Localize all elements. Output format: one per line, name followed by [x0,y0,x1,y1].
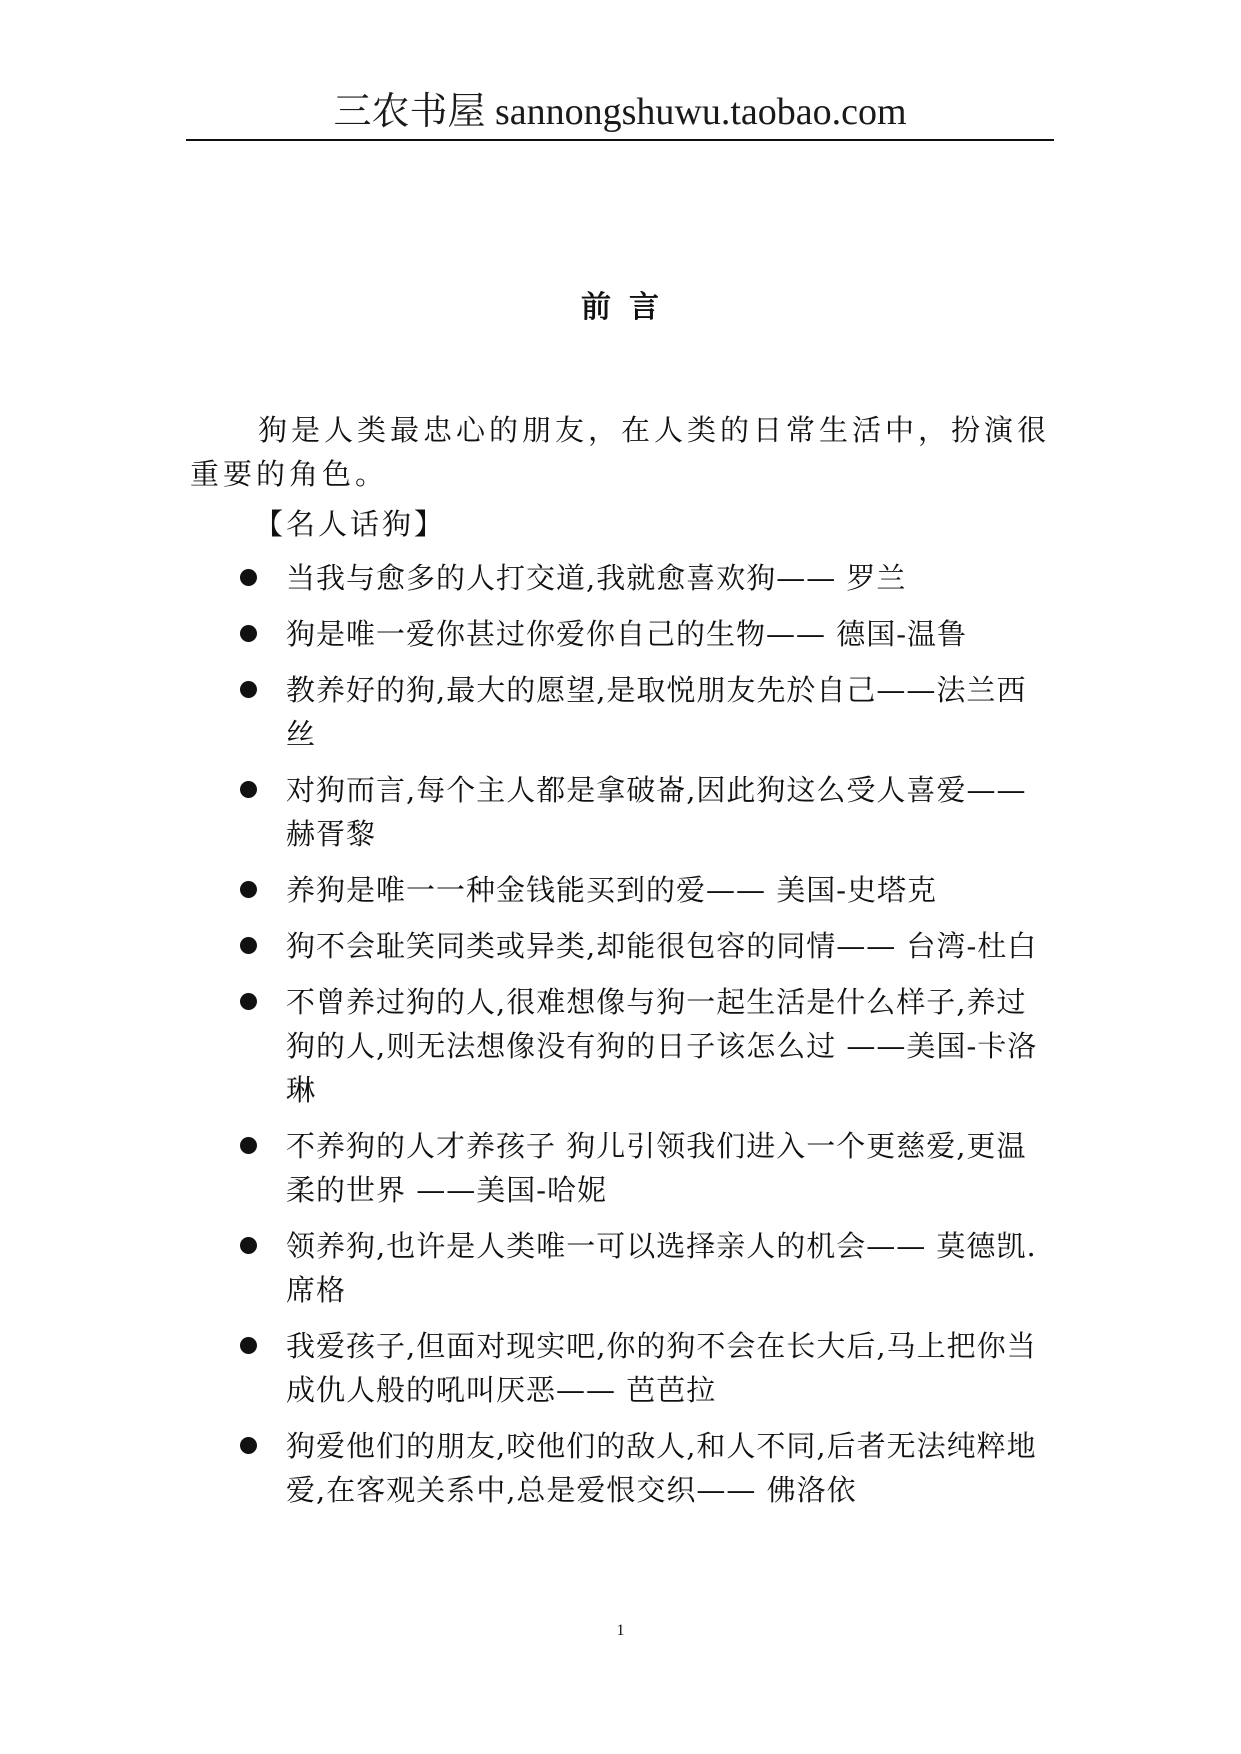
quote-item [190,1124,1050,1212]
quote-text: 狗是唯一爱你甚过你爱你自己的生物—— 德国-温鲁 [286,617,968,651]
header-divider [186,139,1054,141]
quote-item [190,612,1050,656]
section-label: 【名人话狗】 [254,507,447,541]
page-header: 三农书屋 sannongshuwu.taobao.com [333,91,907,133]
bullet-icon [240,1437,257,1454]
quote-text: 养狗是唯一一种金钱能买到的爱—— 美国-史塔克 [286,873,938,907]
quote-text: 狗不会耻笑同类或异类,却能很包容的同情—— 台湾-杜白 [286,929,1038,963]
quote-list [190,556,1050,1512]
quote-text: 狗爱他们的朋友,咬他们的敌人,和人不同,后者无法纯粹地爱,在客观关系中,总是爱恨交织—— 佛洛依 [286,1429,1037,1507]
quote-text: 当我与愈多的人打交道,我就愈喜欢狗—— 罗兰 [286,561,907,595]
quote-item [190,1424,1050,1512]
quote-text: 领养狗,也许是人类唯一可以选择亲人的机会—— 莫德凯.席格 [286,1229,1037,1307]
quote-item [190,1224,1050,1312]
quote-item [190,768,1050,856]
bullet-icon [240,781,257,798]
quote-text: 不曾养过狗的人,很难想像与狗一起生活是什么样子,养过狗的人,则无法想像没有狗的日子该怎么过 ——美国-卡洛琳 [286,985,1038,1107]
quote-item [190,924,1050,968]
bullet-icon [240,1337,257,1354]
bullet-icon [240,1137,257,1154]
quote-text: 教养好的狗,最大的愿望,是取悦朋友先於自己——法兰西丝 [286,673,1027,751]
quote-item [190,980,1050,1112]
bullet-icon [240,993,257,1010]
quote-item [190,1324,1050,1412]
intro-paragraph: 狗是人类最忠心的朋友，在人类的日常生活中，扮演很重要的角色。 [190,413,1051,491]
page-number: 1 [616,1622,625,1639]
bullet-icon [240,881,257,898]
quote-item [190,668,1050,756]
bullet-icon [240,1237,257,1254]
main-content [190,408,1050,1524]
bullet-icon [240,681,257,698]
bullet-icon [240,937,257,954]
quote-item [190,868,1050,912]
quote-text: 不养狗的人才养孩子 狗儿引领我们进入一个更慈爱,更温柔的世界 ——美国-哈妮 [286,1129,1027,1207]
page-title: 前言 [581,290,677,326]
bullet-icon [240,569,257,586]
bullet-icon [240,625,257,642]
quote-item [190,556,1050,600]
quote-text: 我爱孩子,但面对现实吧,你的狗不会在长大后,马上把你当成仇人般的吼叫厌恶—— 芭芭拉 [286,1329,1037,1407]
quote-text: 对狗而言,每个主人都是拿破崙,因此狗这么受人喜爱—— 赫胥黎 [286,773,1027,851]
